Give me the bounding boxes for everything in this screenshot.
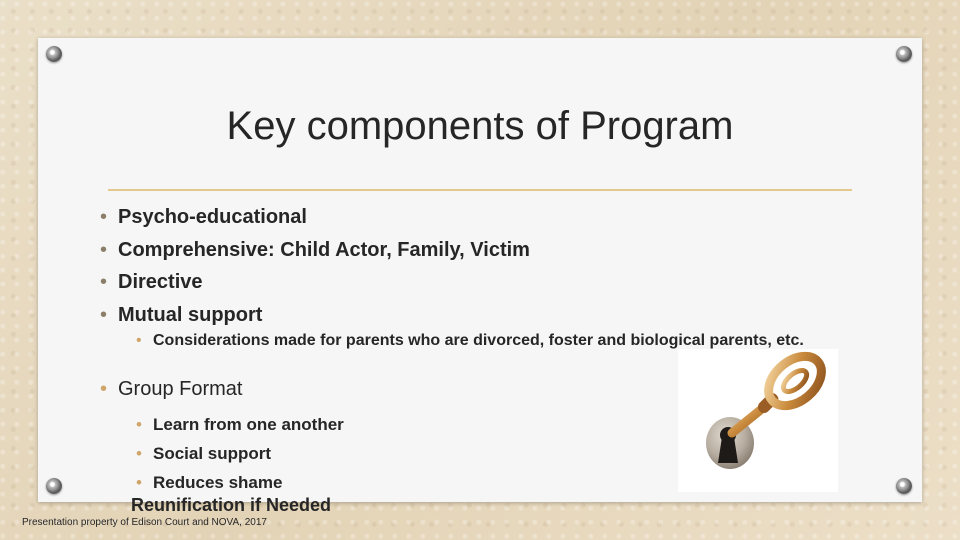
sub-bullet-item: • Reduces shame [136,468,344,497]
bullet-item: • Mutual support [100,299,530,332]
reunification-text: Reunification if Needed [131,495,332,515]
golden-key-icon [678,349,838,492]
pushpin-icon [896,46,912,62]
pushpin-icon [46,478,62,494]
sub-bullet-text: Considerations made for parents who are divorced, foster and biological parents, etc. [153,332,804,349]
sub-bullet-item: • Learn from one another [136,410,344,439]
group-format-sub-list [136,410,344,497]
pushpin-icon [46,46,62,62]
sub-bullet-item [136,332,843,350]
bullet-item: • Psycho-educational [100,201,530,234]
sub-bullet-item: • Social support [136,439,344,468]
main-bullet-list [100,201,530,331]
bullet-item: • Directive [100,266,530,299]
title-divider [108,189,852,191]
bullet-icon: • [136,332,142,349]
pushpin-icon [896,478,912,494]
group-format-item [100,378,242,401]
key-keyhole-image [678,349,838,492]
slide-title: Key components of Program [226,104,734,148]
group-format-label: Group Format [118,378,243,400]
footer-credit: Presentation property of Edison Court and NOVA, 2017 [22,517,267,528]
bullet-icon: • [100,378,108,400]
bullet-item: • Comprehensive: Child Actor, Family, Victim [100,234,530,267]
